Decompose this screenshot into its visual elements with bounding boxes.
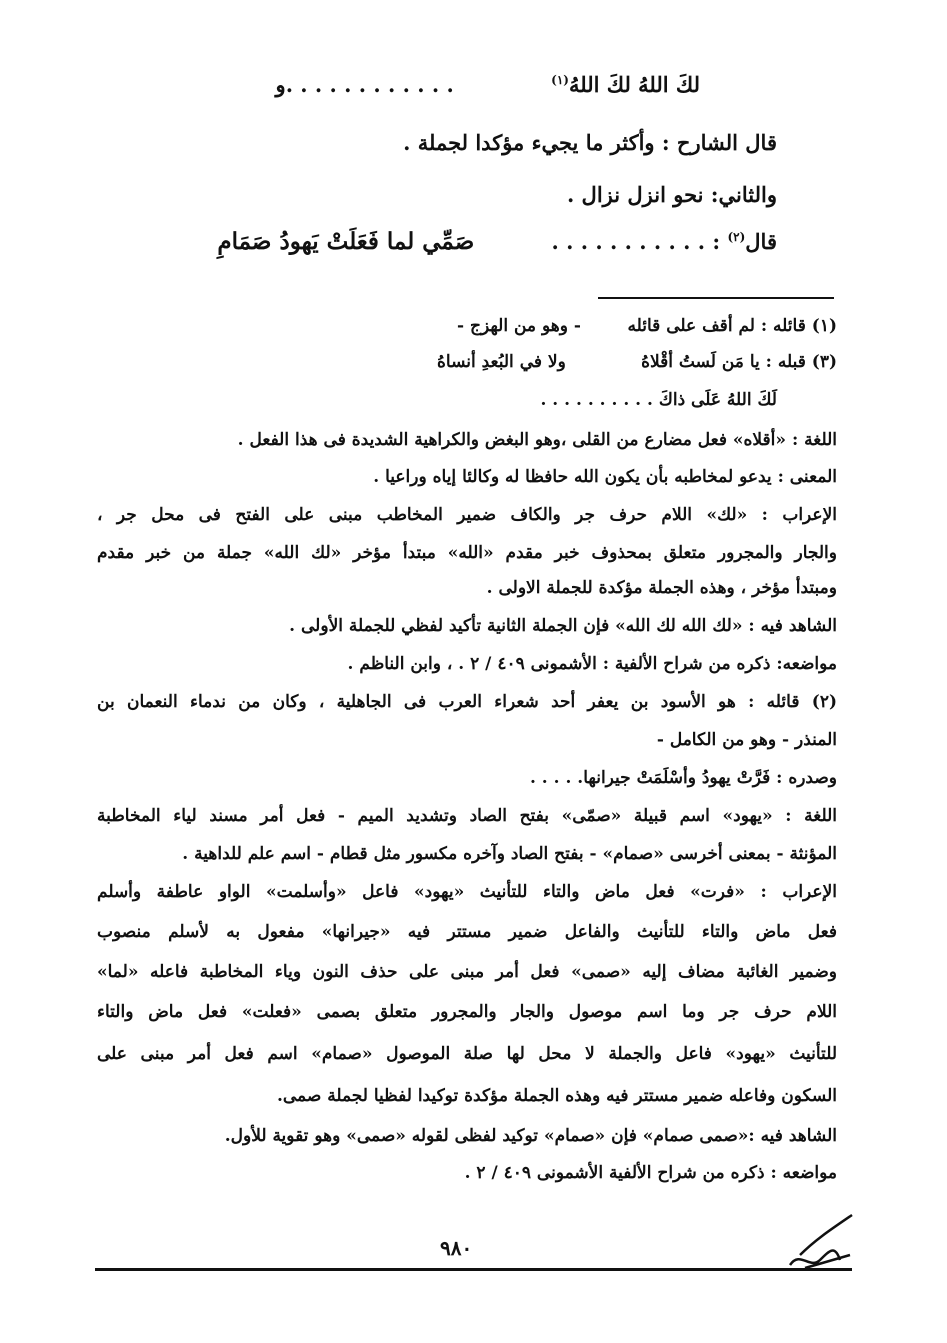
footnote-line-21: السكون وفاعله ضمير مستتر فيه وهذه الجملة مؤكدة توكيدا لفظيا لجملة صمى. — [276, 1086, 837, 1106]
footnote-separator — [598, 297, 834, 299]
footnote-line-15: المؤنثة - بمعنى أخرسى «صمام» - بفتح الصاد وآخره مكسور مثل قطام - اسم علم للداهية . — [182, 844, 837, 864]
footnote-line-13: وصدره : فَرَّتْ يهودُ وأسْلَمَتْ جيرانها. . . . . — [529, 768, 837, 788]
qala-verse: صَمِّي لما فَعَلَتْ يَهودُ صَمَامِ — [217, 228, 475, 255]
footnote-line-22: الشاهد فيه :«صمى صمام» فإن «صمام» توكيد لفظى لقوله «صمى» وهو تقوية للأول. — [224, 1126, 837, 1146]
body-line-2: والثاني: نحو انزل نزال . — [566, 182, 777, 207]
verse-dots: . . . . . . . . . . . .و — [275, 72, 454, 97]
body-line-1: قال الشارح : وأكثر ما يجيء مؤكدا لجملة . — [403, 130, 777, 155]
footnote-line-14: اللغة : «يهود» اسم قبيلة «صمّى» بفتح الصاد وتشديد الميم - فعل أمر مسند لياء المخاطبة — [97, 806, 837, 826]
note-ref-2: (٢) — [727, 230, 746, 244]
footnote-line-17: فعل ماض والتاء للتأنيث والفاعل ضمير مستتر فيه «جيرانها» مفعول به لأسلم منصوب — [97, 922, 837, 942]
qala-dots: : . . . . . . . . . . . — [551, 229, 721, 254]
footnote-line-3: لَكَ اللهُ عَلَى ذاكَ . . . . . . . . . . — [540, 390, 777, 410]
footnote-3-left: ولا في البُعدِ أنساهُ — [437, 352, 566, 372]
footnote-line-19: اللام حرف جر وما اسم موصول والجار والمجرور متعلق بصمى «فعلت» فعل ماض والتاء — [97, 1002, 837, 1022]
footnote-3-right: (٣) قبله : يا مَن لَستُ أقْلاهُ — [641, 352, 837, 372]
page-number: ٩٨٠ — [440, 1236, 473, 1260]
footnote-1 — [107, 316, 837, 336]
footnote-1-right: (١) قائله : لم أقف على قائله — [627, 316, 837, 336]
footnote-line-6: الإعراب : «لك» اللام حرف جر والكاف ضمير المخاطب مبنى على الفتح فى محل جر ، — [97, 505, 837, 525]
footnote-3 — [107, 352, 837, 372]
footnote-line-7: والجار والمجرور متعلق بمحذوف خبر مقدم «الله» مبتدأ مؤخر «لك الله» جملة من خبر مقدم — [97, 543, 837, 563]
qala-label: قال — [745, 229, 777, 254]
footnote-line-12: المنذر - وهو من الكامل - — [656, 730, 837, 750]
body-line-3 — [217, 228, 777, 255]
footnote-line-23: مواضعه : ذكره من شراح الألفية الأشمونى ٤٠٩ / ٢ . — [464, 1163, 837, 1183]
footnote-line-10: مواضعه: ذكره من شراح الألفية : الأشمونى ٤٠٩ / ٢ . ، وابن الناظم . — [347, 654, 837, 674]
footnote-line-20: للتأنيث «يهود» فاعل والجملة لا محل لها صلة الموصول «صمام» اسم فعل أمر مبنى على — [97, 1044, 837, 1064]
footnote-line-5: المعنى : يدعو لمخاطبه بأن يكون الله حافظا له وكالئا إياه وراعيا . — [373, 467, 837, 487]
footnote-line-16: الإعراب : «فرت» فعل ماض والتاء للتأنيث «يهود» فاعل «وأسلمت» الواو عاطفة وأسلم — [97, 882, 837, 902]
footnote-line-9: الشاهد فيه : «لك الله لك الله» فإن الجملة الثانية تأكيد لفظي للجملة الأولى . — [289, 616, 837, 636]
bottom-rule — [95, 1268, 852, 1271]
footnote-line-8: ومبتدأ مؤخر ، وهذه الجملة مؤكدة للجملة الاولى . — [486, 578, 837, 598]
signature-mark — [780, 1210, 860, 1280]
footnote-line-11: (٢) قائله : هو الأسود بن يعفر أحد شعراء العرب فى الجاهلية ، وكان من ندماء النعمان بن — [97, 692, 837, 712]
note-ref: (١) — [551, 73, 569, 87]
verse-text: لكَ اللهُ لكَ اللهُ — [568, 72, 700, 97]
top-verse — [220, 72, 700, 97]
footnote-line-18: وضمير الغائبة مضاف إليه «صمى» فعل أمر مبنى على حذف النون وياء المخاطبة فاعله «لما» — [97, 962, 837, 982]
footnote-line-4: اللغة : «أقلاه» فعل مضارع من القلى ،وهو البغض والكراهية الشديدة فى هذا الفعل . — [237, 430, 837, 450]
footnote-1-left: - وهو من الهزج - — [457, 316, 581, 336]
